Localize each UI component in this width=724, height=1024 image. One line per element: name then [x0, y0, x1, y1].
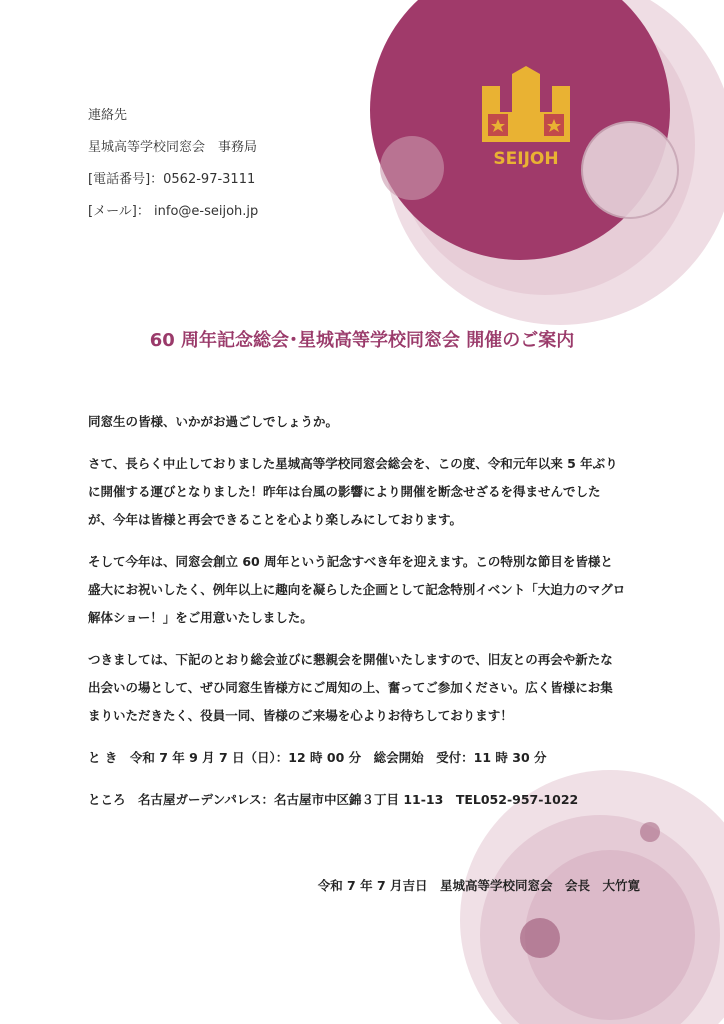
greeting: 同窓生の皆様、いかがお過ごしでしょうか。 [88, 414, 339, 429]
event-where: ところ 名古屋ガーデンパレス：名古屋市中区錦３丁目 11-13 TEL052-957-1022 [88, 792, 579, 807]
paragraph-3-line: つきましては、下記のとおり総会並びに懇親会を開催いたしますので、旧友との再会や新たな [88, 652, 613, 667]
deco-circle-bottom-tiny [640, 822, 660, 842]
contact-block [88, 106, 258, 234]
paragraph-2-line: 盛大にお祝いしたく、例年以上に趣向を凝らした企画として記念特別イベント「大迫力のマグロ [88, 582, 626, 597]
signature: 令和 7 年 7 月吉日 星城高等学校同窓会 会長 大竹寛 [317, 878, 640, 893]
contact-email: [メール]： info@e-seijoh.jp [88, 204, 259, 219]
paragraph-2 [88, 548, 640, 632]
contact-heading: 連絡先 [88, 108, 128, 123]
paragraph-3 [88, 646, 640, 730]
paragraph-1 [88, 450, 640, 534]
deco-circle-bottom-small [520, 918, 560, 958]
logo-text: SEIJOH [493, 149, 559, 169]
paragraph-3-line: 出会いの場として、ぜひ同窓生皆様方にご周知の上、奮ってご参加ください。広く皆様にお集 [88, 680, 613, 695]
paragraph-2-line: そして今年は、同窓会創立 60 周年という記念すべき年を迎えます。この特別な節目を皆様と [88, 554, 613, 569]
deco-circle-small-left [380, 136, 444, 200]
contact-phone: [電話番号]：0562-97-3111 [88, 172, 256, 187]
paragraph-3-line: まりいただきたく、役員一同、皆様のご来場を心よりお待ちしております！ [88, 708, 513, 723]
paragraph-2-line: 解体ショー！」をご用意いたしました。 [88, 610, 313, 625]
deco-circle-grey [582, 122, 678, 218]
paragraph-1-line: に開催する運びとなりました！昨年は台風の影響により開催を断念せざるを得ませんでした [88, 484, 601, 499]
paragraph-1-line: が、今年は皆様と再会できることを心より楽しみにしております。 [88, 512, 463, 527]
contact-office: 星城高等学校同窓会 事務局 [88, 140, 258, 155]
paragraph-1-line: さて、長らく中止しておりました星城高等学校同窓会総会を、この度、令和元年以来 5 年ぶり [88, 456, 618, 471]
page-title: 60 周年記念総会･星城高等学校同窓会 開催のご案内 [149, 330, 575, 351]
event-when: と き 令和 7 年 9 月 7 日（日）：12 時 00 分 総会開始 受付：11 時 30 分 [88, 750, 547, 765]
letter-body [88, 408, 640, 828]
